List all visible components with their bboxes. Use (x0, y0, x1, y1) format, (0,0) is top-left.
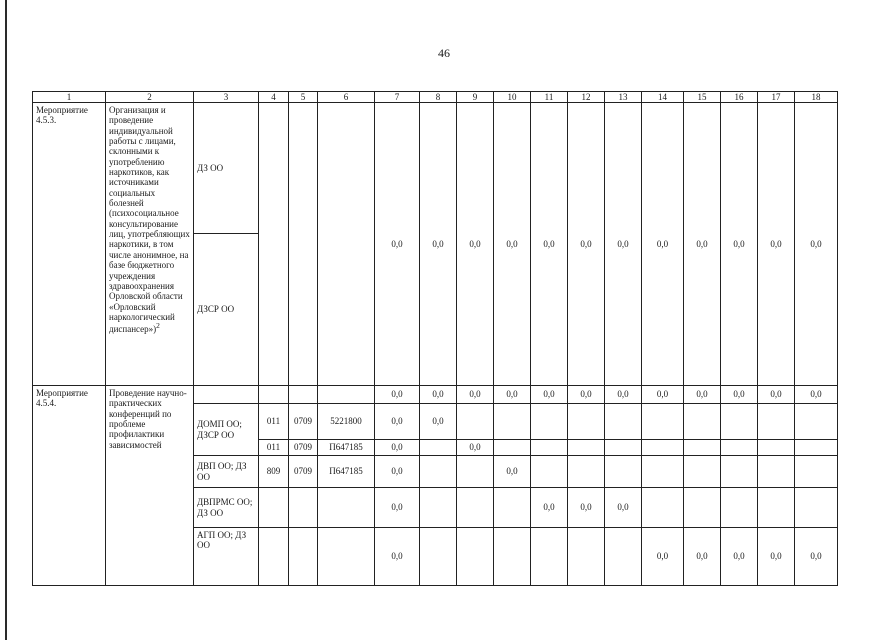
empty-cell (494, 488, 531, 528)
value-cell: 0,0 (420, 386, 457, 404)
header-cell: 16 (721, 92, 758, 103)
empty-cell (795, 440, 838, 456)
empty-cell (457, 456, 494, 488)
header-cell: 17 (758, 92, 795, 103)
empty-cell (318, 103, 375, 386)
kbk-cell: 011 (259, 404, 289, 440)
value-cell: 0,0 (375, 386, 420, 404)
value-cell: 0,0 (568, 103, 605, 386)
value-cell: 0,0 (531, 386, 568, 404)
empty-cell (420, 528, 457, 586)
empty-cell (259, 488, 289, 528)
empty-cell (289, 386, 318, 404)
measure-id: Мероприятие 4.5.4. (36, 388, 88, 409)
empty-cell (684, 440, 721, 456)
value-cell: 0,0 (795, 103, 838, 386)
value-cell: 0,0 (494, 456, 531, 488)
empty-cell (318, 386, 375, 404)
measure-description: Проведение научно-практических конференций по проблеме профилактики зависимостей (109, 388, 187, 450)
header-cell: 12 (568, 92, 605, 103)
empty-cell (494, 528, 531, 586)
empty-cell (259, 386, 289, 404)
executor: ДЗ ОО (197, 162, 224, 173)
empty-cell (568, 404, 605, 440)
value-cell: 0,0 (568, 488, 605, 528)
header-cell: 2 (106, 92, 194, 103)
empty-cell (531, 404, 568, 440)
empty-cell (457, 528, 494, 586)
empty-cell (684, 456, 721, 488)
kbk-cell: 0709 (289, 440, 318, 456)
kbk-cell: 809 (259, 456, 289, 488)
measure-description-cell (106, 103, 194, 386)
value-cell: 0,0 (531, 103, 568, 386)
kbk-cell: 5221800 (318, 404, 375, 440)
empty-cell (259, 528, 289, 586)
value-cell: 0,0 (605, 103, 642, 386)
header-cell: 4 (259, 92, 289, 103)
empty-cell (531, 456, 568, 488)
empty-cell (684, 488, 721, 528)
value-cell: 0,0 (420, 103, 457, 386)
value-cell: 0,0 (684, 386, 721, 404)
empty-cell (318, 528, 375, 586)
empty-cell (568, 440, 605, 456)
empty-cell (605, 456, 642, 488)
value-cell: 0,0 (758, 103, 795, 386)
value-cell: 0,0 (568, 386, 605, 404)
executor-cell (194, 456, 259, 488)
value-cell: 0,0 (795, 386, 838, 404)
page-number: 46 (438, 46, 450, 60)
scan-border-line (5, 0, 7, 640)
empty-cell (420, 456, 457, 488)
executor: АГП ОО; ДЗ ОО (197, 530, 247, 551)
value-cell: 0,0 (684, 528, 721, 586)
value-cell: 0,0 (605, 386, 642, 404)
value-cell: 0,0 (457, 440, 494, 456)
header-cell: 11 (531, 92, 568, 103)
executor: ДОМП ОО; ДЗСР ОО (197, 419, 242, 440)
footnote-mark: 2 (156, 321, 160, 331)
empty-cell (758, 456, 795, 488)
value-cell: 0,0 (457, 386, 494, 404)
value-cell: 0,0 (605, 488, 642, 528)
kbk-cell: 0709 (289, 456, 318, 488)
header-cell: 8 (420, 92, 457, 103)
executor-cell (194, 404, 259, 456)
empty-cell (795, 456, 838, 488)
value-cell: 0,0 (721, 386, 758, 404)
executor-cell (194, 103, 259, 234)
empty-cell (289, 103, 318, 386)
value-cell: 0,0 (642, 386, 684, 404)
value-cell: 0,0 (375, 456, 420, 488)
empty-cell (605, 528, 642, 586)
value-cell: 0,0 (420, 404, 457, 440)
empty-cell (420, 488, 457, 528)
empty-cell (795, 404, 838, 440)
header-cell: 14 (642, 92, 684, 103)
empty-cell (289, 488, 318, 528)
table-header-row (33, 92, 838, 103)
empty-cell (642, 404, 684, 440)
header-cell: 18 (795, 92, 838, 103)
empty-cell (494, 440, 531, 456)
header-cell: 7 (375, 92, 420, 103)
empty-cell (605, 404, 642, 440)
value-cell: 0,0 (721, 103, 758, 386)
empty-cell (194, 386, 259, 404)
empty-cell (531, 528, 568, 586)
kbk-cell: П647185 (318, 456, 375, 488)
empty-cell (758, 404, 795, 440)
header-cell: 13 (605, 92, 642, 103)
value-cell: 0,0 (758, 386, 795, 404)
empty-cell (605, 440, 642, 456)
executor-cell (194, 234, 259, 386)
executor-cell (194, 528, 259, 586)
empty-cell (420, 440, 457, 456)
value-cell: 0,0 (684, 103, 721, 386)
empty-cell (289, 528, 318, 586)
empty-cell (684, 404, 721, 440)
value-cell: 0,0 (531, 488, 568, 528)
value-cell: 0,0 (375, 488, 420, 528)
value-cell: 0,0 (494, 103, 531, 386)
empty-cell (318, 488, 375, 528)
measure-description-cell (106, 386, 194, 586)
header-cell: 6 (318, 92, 375, 103)
value-cell: 0,0 (375, 103, 420, 386)
empty-cell (721, 488, 758, 528)
empty-cell (568, 456, 605, 488)
executor-cell (194, 488, 259, 528)
value-cell: 0,0 (375, 440, 420, 456)
executor: ДВП ОО; ДЗ ОО (197, 461, 247, 482)
executor: ДВПРМС ОО; ДЗ ОО (197, 497, 253, 518)
value-cell: 0,0 (758, 528, 795, 586)
measure-id-cell (33, 386, 106, 586)
empty-cell (494, 404, 531, 440)
header-cell: 15 (684, 92, 721, 103)
header-cell: 10 (494, 92, 531, 103)
measure-id-cell (33, 103, 106, 386)
value-cell: 0,0 (795, 528, 838, 586)
value-cell: 0,0 (642, 528, 684, 586)
empty-cell (721, 456, 758, 488)
value-cell: 0,0 (721, 528, 758, 586)
empty-cell (721, 404, 758, 440)
value-cell: 0,0 (494, 386, 531, 404)
empty-cell (642, 456, 684, 488)
empty-cell (758, 440, 795, 456)
empty-cell (568, 528, 605, 586)
table-row (33, 386, 838, 404)
value-cell: 0,0 (457, 103, 494, 386)
program-table (32, 91, 838, 586)
empty-cell (721, 440, 758, 456)
empty-cell (758, 488, 795, 528)
header-cell: 1 (33, 92, 106, 103)
header-cell: 3 (194, 92, 259, 103)
table-row (33, 103, 838, 234)
kbk-cell: 0709 (289, 404, 318, 440)
value-cell: 0,0 (375, 528, 420, 586)
kbk-cell: 011 (259, 440, 289, 456)
value-cell: 0,0 (642, 103, 684, 386)
empty-cell (642, 440, 684, 456)
header-cell: 9 (457, 92, 494, 103)
empty-cell (457, 488, 494, 528)
empty-cell (259, 103, 289, 386)
empty-cell (531, 440, 568, 456)
value-cell: 0,0 (375, 404, 420, 440)
executor: ДЗСР ОО (197, 304, 235, 315)
measure-id: Мероприятие 4.5.3. (36, 105, 88, 126)
empty-cell (642, 488, 684, 528)
measure-description: Организация и проведение индивидуальной работы с лицами, склонными к употреблению наркотиков, как источниками социальных болезней (психосоциальное консультирование лиц, употребляющих наркотики, в том числе анонимное, на базе бюджетного учреждения здравоохранения Орловской области «Орловский наркологический диспансер») (109, 105, 190, 335)
header-cell: 5 (289, 92, 318, 103)
empty-cell (457, 404, 494, 440)
kbk-cell: П647185 (318, 440, 375, 456)
empty-cell (795, 488, 838, 528)
